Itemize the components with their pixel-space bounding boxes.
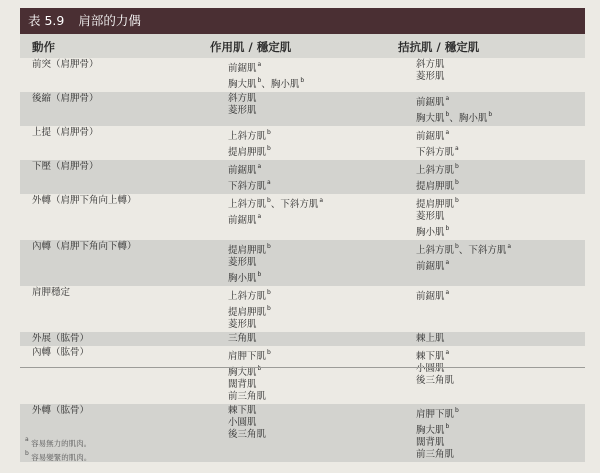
footnote-marker: b	[455, 197, 459, 204]
muscle-label: 斜方肌	[416, 59, 445, 70]
muscle-name	[416, 165, 459, 176]
muscle-line	[416, 143, 585, 159]
muscle-label: 前鋸肌	[416, 131, 445, 142]
footnote-marker: b	[445, 225, 450, 232]
antagonist-cell	[410, 126, 585, 160]
action-cell: 外轉（肱骨）	[20, 404, 222, 462]
muscle-line	[416, 223, 585, 239]
muscle-line	[416, 127, 585, 143]
table-header	[20, 34, 585, 58]
muscle-line	[228, 127, 410, 143]
muscle-label: 上斜方肌	[228, 291, 267, 302]
agonist-cell	[222, 346, 410, 404]
footnote-marker: b	[267, 129, 271, 136]
muscle-label: 下斜方肌	[280, 199, 319, 210]
muscle-name	[228, 131, 271, 142]
muscle-line	[228, 405, 410, 417]
antagonist-cell	[410, 286, 585, 332]
footnote-marker: a	[257, 213, 262, 220]
muscle-name	[416, 363, 445, 374]
muscle-name	[228, 319, 257, 330]
muscle-label: 提肩胛肌	[228, 307, 267, 318]
agonist-cell	[222, 286, 410, 332]
table-row	[20, 194, 585, 240]
muscle-label: 前鋸肌	[228, 165, 257, 176]
muscle-label: 菱形肌	[228, 319, 257, 330]
muscle-line	[416, 71, 585, 83]
muscle-line: 胸大肌$^b$、胸小肌$^b$	[416, 111, 493, 124]
muscle-line	[416, 405, 585, 421]
muscle-line: 胸大肌$^b$、胸小肌$^b$	[228, 77, 305, 90]
antagonist-cell	[410, 92, 585, 126]
muscle-name	[416, 245, 459, 256]
muscle-label: 闊背肌	[228, 379, 257, 390]
footnote-marker: b	[267, 305, 271, 312]
muscle-label: 棘下肌	[228, 405, 257, 416]
agonist-cell	[222, 58, 410, 92]
antagonist-cell	[410, 404, 585, 462]
footnote-a	[24, 436, 91, 449]
footnote-marker: a	[445, 95, 450, 102]
muscle-label: 前鋸肌	[228, 63, 257, 74]
muscle-name	[228, 333, 257, 344]
muscle-label: 提肩胛肌	[416, 199, 455, 210]
agonist-cell	[222, 126, 410, 160]
muscle-line	[228, 319, 410, 331]
muscle-name	[416, 147, 459, 158]
muscle-line	[416, 363, 585, 375]
table-title: 肩部的力偶	[78, 13, 141, 28]
muscle-name	[416, 199, 459, 210]
muscle-name	[228, 391, 266, 402]
muscle-label: 菱形肌	[228, 257, 257, 268]
muscle-line	[228, 379, 410, 391]
action-cell: 上提（肩胛骨）	[20, 126, 222, 160]
muscle-line	[416, 333, 585, 345]
footnote-text: 容易無力的肌肉。	[31, 439, 92, 448]
muscle-name	[416, 333, 445, 344]
muscle-name	[228, 93, 257, 104]
muscle-name	[228, 405, 257, 416]
muscle-label: 上斜方肌	[228, 131, 267, 142]
footnote-mark: a	[25, 436, 29, 443]
muscle-line	[228, 143, 410, 159]
muscle-line	[416, 257, 585, 273]
muscle-name	[228, 417, 257, 428]
muscle-line	[228, 391, 410, 403]
table-row	[20, 160, 585, 194]
muscle-label: 胸小肌	[458, 113, 488, 124]
table-number: 表 5.9	[28, 13, 65, 28]
table-row	[20, 240, 585, 286]
footnote-marker: b	[488, 111, 493, 118]
muscle-name	[416, 291, 449, 302]
footnote-mark: b	[25, 450, 29, 457]
muscle-line	[416, 421, 585, 437]
muscle-name	[228, 351, 271, 362]
muscle-label: 前三角肌	[416, 449, 455, 460]
muscle-line	[228, 105, 410, 117]
muscle-label: 下斜方肌	[468, 245, 507, 256]
table-row	[20, 332, 585, 346]
footnote-marker: a	[445, 349, 450, 356]
antagonist-cell	[410, 240, 585, 286]
footnote-marker: a	[257, 61, 262, 68]
footnote-marker: b	[445, 423, 450, 430]
muscle-line	[228, 429, 410, 441]
agonist-cell	[222, 92, 410, 126]
muscle-line	[228, 211, 410, 227]
muscle-name	[416, 113, 449, 124]
antagonist-cell	[410, 58, 585, 92]
action-cell: 外展（肱骨）	[20, 332, 222, 346]
footnote-marker: a	[455, 145, 459, 152]
footnote-marker: a	[267, 179, 271, 186]
muscle-label: 闊背肌	[416, 437, 445, 448]
antagonist-cell	[410, 346, 585, 404]
muscle-name	[416, 351, 449, 362]
muscle-line	[228, 241, 410, 257]
footnote-marker: a	[445, 129, 450, 136]
muscle-label: 小圓肌	[228, 417, 257, 428]
muscle-label: 前三角肌	[228, 391, 267, 402]
header-action: 動作	[32, 40, 55, 54]
agonist-cell	[222, 194, 410, 240]
muscle-label: 胸小肌	[270, 79, 300, 90]
muscle-label: 胸大肌	[416, 113, 445, 124]
muscle-name	[228, 181, 271, 192]
table-row	[20, 404, 585, 462]
muscle-label: 胸大肌	[416, 425, 445, 436]
muscle-label: 上斜方肌	[416, 165, 455, 176]
muscle-label: 斜方肌	[228, 93, 257, 104]
muscle-label: 小圓肌	[416, 363, 445, 374]
muscle-line	[416, 375, 585, 387]
muscle-name	[416, 375, 454, 386]
muscle-label: 胸小肌	[228, 273, 257, 284]
header-agonist: 作用肌 / 穩定肌	[210, 40, 292, 54]
footnote-marker: b	[257, 77, 262, 84]
action-cell: 肩胛穩定	[20, 286, 222, 332]
footnote-marker: b	[267, 243, 271, 250]
muscle-line	[228, 161, 410, 177]
muscle-name	[271, 79, 304, 90]
table-row	[20, 58, 585, 92]
muscle-label: 上斜方肌	[228, 199, 267, 210]
muscle-line	[228, 177, 410, 193]
footnote-marker: b	[300, 77, 305, 84]
muscle-label: 上斜方肌	[416, 245, 455, 256]
muscle-name	[416, 409, 459, 420]
muscle-label: 三角肌	[228, 333, 257, 344]
muscle-line	[416, 449, 585, 461]
action-cell: 後縮（肩胛骨）	[20, 92, 222, 126]
agonist-cell	[222, 160, 410, 194]
muscle-label: 肩胛下肌	[228, 351, 267, 362]
muscle-name	[280, 199, 323, 210]
muscle-name	[459, 113, 492, 124]
muscle-name	[228, 367, 261, 378]
muscle-line: 上斜方肌$^b$、下斜方肌$^a$	[416, 243, 512, 256]
footnote-marker: a	[445, 259, 450, 266]
muscle-line	[228, 417, 410, 429]
muscle-line	[228, 363, 410, 379]
muscle-line	[228, 59, 410, 75]
table-title-bar	[20, 8, 585, 34]
muscle-line	[416, 161, 585, 177]
muscle-line	[416, 287, 585, 303]
muscle-line	[416, 347, 585, 363]
muscle-name	[416, 211, 445, 222]
muscle-name	[416, 181, 459, 192]
agonist-cell	[222, 332, 410, 346]
muscle-name	[228, 245, 271, 256]
footnote-marker: b	[455, 179, 459, 186]
muscle-label: 提肩胛肌	[228, 245, 267, 256]
muscle-name	[228, 291, 271, 302]
muscle-line	[228, 93, 410, 105]
muscle-name	[416, 59, 445, 70]
agonist-cell	[222, 240, 410, 286]
muscle-name	[416, 261, 449, 272]
muscle-label: 後三角肌	[228, 429, 267, 440]
footnote-marker: b	[267, 145, 271, 152]
action-cell: 外轉（肩胛下角向上轉）	[20, 194, 222, 240]
muscle-line	[228, 287, 410, 303]
action-cell: 下壓（肩胛骨）	[20, 160, 222, 194]
muscle-name	[416, 437, 445, 448]
muscle-line	[228, 303, 410, 319]
muscle-line	[416, 437, 585, 449]
muscle-name	[228, 273, 261, 284]
footnote-marker: a	[257, 163, 262, 170]
muscle-label: 下斜方肌	[416, 147, 455, 158]
muscle-line	[228, 269, 410, 285]
footnote-text: 容易變緊的肌肉。	[31, 453, 92, 462]
muscle-label: 肩胛下肌	[416, 409, 455, 420]
muscle-name	[228, 199, 271, 210]
muscle-line	[228, 347, 410, 363]
muscle-line	[416, 195, 585, 211]
antagonist-cell	[410, 160, 585, 194]
muscle-name	[228, 379, 257, 390]
muscle-label: 胸大肌	[228, 79, 257, 90]
muscle-line	[416, 211, 585, 223]
footnote-marker: a	[319, 197, 324, 204]
agonist-cell	[222, 404, 410, 462]
muscle-label: 棘下肌	[416, 351, 445, 362]
muscle-name	[228, 257, 257, 268]
muscle-name	[416, 449, 454, 460]
footnote-marker: b	[267, 349, 271, 356]
footnote-marker: b	[267, 289, 271, 296]
muscle-name	[416, 227, 449, 238]
muscle-label: 前鋸肌	[416, 261, 445, 272]
muscle-name	[228, 307, 271, 318]
muscle-name	[228, 105, 257, 116]
footnote-marker: b	[455, 407, 459, 414]
muscle-name	[228, 429, 266, 440]
muscle-name	[228, 165, 261, 176]
muscle-name	[416, 131, 449, 142]
muscle-label: 前鋸肌	[228, 215, 257, 226]
antagonist-cell	[410, 194, 585, 240]
muscle-line	[228, 257, 410, 269]
muscle-label: 胸大肌	[228, 367, 257, 378]
muscle-label: 下斜方肌	[228, 181, 267, 192]
header-antagonist: 拮抗肌 / 穩定肌	[398, 40, 480, 54]
muscle-line	[416, 59, 585, 71]
muscle-name	[228, 79, 261, 90]
force-couple-table	[20, 58, 585, 462]
muscle-label: 提肩胛肌	[416, 181, 455, 192]
footnote-marker: b	[257, 365, 262, 372]
muscle-label: 提肩胛肌	[228, 147, 267, 158]
footnote-marker: a	[445, 289, 450, 296]
footnote-marker: b	[257, 271, 262, 278]
footnote-marker: b	[445, 111, 450, 118]
muscle-name	[228, 147, 271, 158]
table-row	[20, 286, 585, 332]
muscle-name	[228, 63, 261, 74]
table-bottom-rule	[20, 367, 585, 368]
muscle-line: 上斜方肌$^b$、下斜方肌$^a$	[228, 197, 324, 210]
muscle-label: 前鋸肌	[416, 97, 445, 108]
table-row	[20, 92, 585, 126]
table-row	[20, 346, 585, 404]
antagonist-cell	[410, 332, 585, 346]
muscle-label: 前鋸肌	[416, 291, 445, 302]
muscle-line	[416, 93, 585, 109]
muscle-name	[228, 215, 261, 226]
muscle-label: 菱形肌	[416, 71, 445, 82]
footnote-marker: a	[507, 243, 512, 250]
footnote-b	[24, 450, 91, 463]
muscle-name	[416, 97, 449, 108]
muscle-name	[468, 245, 511, 256]
muscle-label: 菱形肌	[228, 105, 257, 116]
action-cell: 前突（肩胛骨）	[20, 58, 222, 92]
footnote-marker: b	[455, 163, 459, 170]
muscle-name	[416, 425, 449, 436]
muscle-name	[416, 71, 445, 82]
muscle-label: 菱形肌	[416, 211, 445, 222]
footnote-marker: b	[267, 197, 271, 204]
muscle-label: 後三角肌	[416, 375, 455, 386]
footnote-marker: b	[455, 243, 459, 250]
muscle-label: 棘上肌	[416, 333, 445, 344]
table-row	[20, 126, 585, 160]
muscle-line	[416, 177, 585, 193]
muscle-label: 胸小肌	[416, 227, 445, 238]
action-cell: 內轉（肱骨）	[20, 346, 222, 404]
muscle-line	[228, 333, 410, 345]
action-cell: 內轉（肩胛下角向下轉）	[20, 240, 222, 286]
